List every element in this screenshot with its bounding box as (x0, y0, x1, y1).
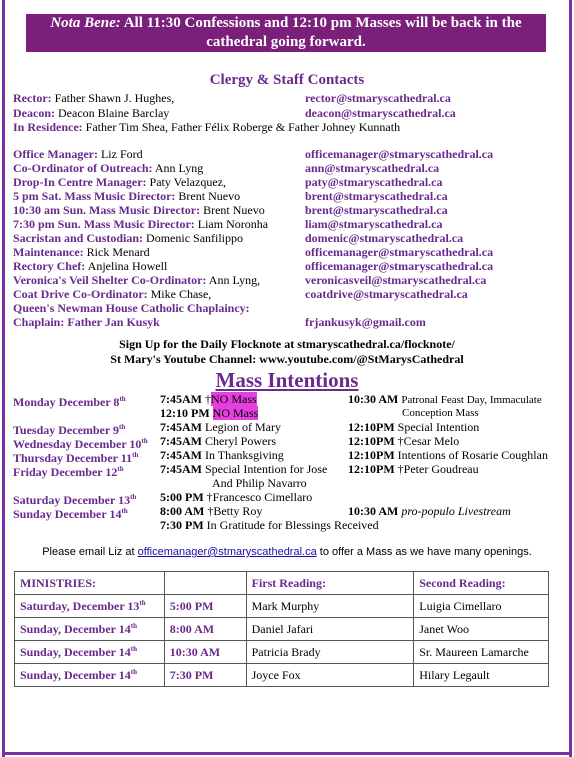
ministry-day (15, 595, 165, 618)
office-manager-email-link[interactable]: officemanager@stmaryscathedral.ca (137, 546, 317, 558)
page-border-bottom (2, 752, 572, 755)
offer-mass-note (0, 546, 574, 558)
mass-slot-a (160, 406, 258, 420)
banner-text: All 11:30 Confessions and 12:10 pm Masses will be back in the cathedral going forward. (123, 15, 522, 50)
mass-day-label: Saturday December 13 (13, 493, 131, 507)
table-row (15, 664, 549, 687)
ministry-time: 10:30 AM (164, 641, 246, 664)
first-reader: Patricia Brady (246, 641, 414, 664)
contact-role: Maintenance: (13, 245, 84, 259)
mass-time: 7:45AM (160, 462, 202, 476)
mass-slot-b (348, 392, 542, 407)
mass-day-suffix: th (121, 507, 128, 515)
mass-intention: pro-populo Livestream (401, 504, 511, 518)
mass-day-suffix: th (130, 493, 137, 501)
contact-row (13, 91, 174, 105)
second-reader: Hilary Legault (414, 664, 549, 687)
contact-email[interactable]: brent@stmaryscathedral.ca (305, 189, 448, 203)
table-row (15, 641, 549, 664)
mass-slot-a (160, 448, 284, 462)
contact-name: Father Tim Shea, Father Félix Roberge & Father Johney Kunnath (85, 120, 401, 134)
contact-name: Ann Lyng (154, 161, 204, 175)
contact-name: Deacon Blaine Barclay (58, 106, 170, 120)
mass-day-label: Wednesday December 10 (13, 437, 142, 451)
mass-time: 5:00 PM (160, 490, 204, 504)
mass-day-suffix: th (117, 465, 124, 473)
contact-name: Mike Chase, (150, 287, 212, 301)
contact-email[interactable]: rector@stmaryscathedral.ca (305, 91, 451, 105)
mass-intention: Intentions of Rosarie Coughlan (397, 448, 548, 462)
contact-role: Coat Drive Co-Ordinator: (13, 287, 148, 301)
mass-time: 7:45AM (160, 392, 202, 406)
mass-slot-a (160, 490, 312, 504)
contact-role: 7:30 pm Sun. Mass Music Director: (13, 217, 195, 231)
mass-intention: †Betty Roy (207, 504, 263, 518)
contact-row (13, 301, 250, 315)
ministry-day-suffix: th (130, 621, 138, 630)
mass-slot-a (160, 462, 327, 476)
contact-role: Sacristan and Custodian: (13, 231, 144, 245)
contact-role: Rector: (13, 91, 52, 105)
flocknote-signup[interactable]: Sign Up for the Daily Flocknote at stmaryscathedral.ca/flocknote/ (119, 337, 455, 351)
mass-intention-continued: Conception Mass (402, 407, 479, 419)
contact-name: Brent Nuevo (203, 203, 265, 217)
mass-intention: In Thanksgiving (205, 448, 284, 462)
mass-intention: † (205, 392, 211, 406)
contact-role: Co-Ordinator of Outreach: (13, 161, 153, 175)
mass-time: 12:10PM (348, 448, 395, 462)
contact-row (13, 231, 243, 245)
nota-bene-banner (26, 14, 546, 52)
contact-name: Brent Nuevo (178, 189, 241, 203)
contact-email[interactable]: brent@stmaryscathedral.ca (305, 203, 448, 217)
ministry-day (15, 618, 165, 641)
mass-time: 12:10PM (348, 420, 395, 434)
contact-row (13, 259, 167, 273)
contact-email[interactable]: officemanager@stmaryscathedral.ca (305, 245, 494, 259)
contact-role: In Residence: (13, 120, 83, 134)
mass-day-suffix: th (132, 451, 139, 459)
mass-intention: Special Intention (397, 420, 480, 434)
mass-slot-a (160, 504, 262, 518)
mass-time: 7:45AM (160, 448, 202, 462)
ministry-day (15, 641, 165, 664)
ministries-header: MINISTRIES: (15, 572, 165, 595)
ministry-day-suffix: th (130, 667, 138, 676)
first-reader: Joyce Fox (246, 664, 414, 687)
contact-role: 5 pm Sat. Mass Music Director: (13, 189, 176, 203)
contact-email[interactable]: paty@stmaryscathedral.ca (305, 175, 443, 189)
contact-email[interactable]: ann@stmaryscathedral.ca (305, 161, 440, 175)
contact-name: Anjelina Howell (87, 259, 168, 273)
mass-time: 10:30 AM (348, 392, 399, 406)
mass-intention: In Gratitude for Blessings Received (206, 518, 379, 532)
mass-intention: †Peter Goudreau (397, 462, 479, 476)
contact-email[interactable]: deacon@stmaryscathedral.ca (305, 106, 456, 120)
mass-intention: Legion of Mary (205, 420, 281, 434)
contact-role: Queen's Newman House Catholic Chaplaincy: (13, 301, 250, 315)
contact-row (13, 287, 211, 301)
mass-time: 12:10PM (348, 462, 395, 476)
mass-day (13, 462, 124, 479)
mass-time: 12:10PM (348, 434, 395, 448)
mass-time: 7:30 PM (160, 518, 204, 532)
mass-intention: Special Intention for Jose (205, 462, 328, 476)
ministries-table (14, 571, 549, 687)
contact-role: Drop-In Centre Manager: (13, 175, 147, 189)
contact-row (13, 315, 160, 329)
contact-email[interactable]: domenic@stmaryscathedral.ca (305, 231, 464, 245)
contact-row (13, 106, 169, 120)
contact-row (13, 245, 150, 259)
mass-day (13, 504, 128, 521)
youtube-channel[interactable]: St Mary's Youtube Channel: www.youtube.com/@StMarysCathedral (110, 352, 464, 366)
ministry-day-suffix: th (139, 598, 146, 607)
contact-name: Paty Velazquez, (149, 175, 226, 189)
contact-name: Liam Noronha (197, 217, 269, 231)
contact-row (13, 120, 400, 134)
mass-day-label: Friday December 12 (13, 465, 118, 479)
mass-intention: Patronal Feast Day, Immaculate (401, 394, 542, 406)
mass-slot-b (348, 434, 459, 448)
contact-email[interactable]: frjankusyk@gmail.com (305, 315, 426, 329)
mass-intention-continued: And Philip Navarro (212, 476, 307, 490)
mass-slot-a (160, 434, 276, 448)
mass-day-label: Sunday December 14 (13, 507, 122, 521)
second-reader: Luigia Cimellaro (414, 595, 549, 618)
mass-time: 8:00 AM (160, 504, 205, 518)
mass-day-label: Monday December 8 (13, 395, 120, 409)
contact-name: Liz Ford (100, 147, 143, 161)
mass-intention: †Francesco Cimellaro (206, 490, 313, 504)
second-reader: Sr. Maureen Lamarche (414, 641, 549, 664)
table-header-row (15, 572, 549, 595)
mass-intention: Cheryl Powers (205, 434, 276, 448)
no-mass-highlight: NO Mass (211, 392, 257, 406)
ministry-day-label: Saturday, December 13 (20, 598, 140, 613)
contact-email[interactable]: officemanager@stmaryscathedral.ca (305, 259, 494, 273)
contact-row (13, 217, 268, 231)
ministry-day (15, 664, 165, 687)
mass-slot-b (348, 504, 511, 518)
ministry-time: 7:30 PM (164, 664, 246, 687)
first-reader: Mark Murphy (246, 595, 414, 618)
first-reader: Daniel Jafari (246, 618, 414, 641)
contacts-heading: Clergy & Staff Contacts (209, 72, 365, 88)
contact-row (13, 273, 260, 287)
mass-time: 12:10 PM (160, 406, 210, 420)
mass-day-suffix: th (119, 395, 126, 403)
table-row (15, 595, 549, 618)
contact-row (13, 147, 143, 161)
mass-day-label: Tuesday December 9 (13, 423, 119, 437)
contact-name: Domenic Sanfilippo (146, 231, 244, 245)
contact-name: Father Shawn J. Hughes, (54, 91, 175, 105)
contact-role: 10:30 am Sun. Mass Music Director: (13, 203, 201, 217)
mass-intentions-heading: Mass Intentions (215, 368, 359, 392)
contact-row (13, 189, 240, 203)
contact-name: Rick Menard (86, 245, 150, 259)
mass-day-suffix: th (141, 437, 148, 445)
contact-row (13, 175, 226, 189)
contact-name: Ann Lyng, (208, 273, 261, 287)
contact-email[interactable]: veronicasveil@stmaryscathedral.ca (305, 273, 487, 287)
mass-day (13, 392, 126, 409)
ministry-day-label: Sunday, December 14 (20, 644, 131, 659)
contact-row (13, 161, 203, 175)
ministry-day-suffix: th (130, 644, 138, 653)
first-reading-header: First Reading: (246, 572, 414, 595)
mass-time: 10:30 AM (348, 504, 399, 518)
mass-day-suffix: th (119, 423, 126, 431)
mass-slot-a (160, 518, 379, 532)
contact-role: Office Manager: (13, 147, 98, 161)
second-reading-header: Second Reading: (414, 572, 549, 595)
ministry-day-label: Sunday, December 14 (20, 667, 131, 682)
time-header (164, 572, 246, 595)
ministry-time: 5:00 PM (164, 595, 246, 618)
mass-slot-b (348, 448, 548, 462)
mass-slot-b (348, 462, 479, 476)
mass-slot-a (160, 392, 257, 406)
contact-role: Veronica's Veil Shelter Co-Ordinator: (13, 273, 207, 287)
ministry-time: 8:00 AM (164, 618, 246, 641)
mass-day-label: Thursday December 11 (13, 451, 133, 465)
mass-time: 7:45AM (160, 434, 202, 448)
banner-lead: Nota Bene: (50, 15, 121, 31)
mass-time: 7:45AM (160, 420, 202, 434)
no-mass-highlight: NO Mass (212, 406, 259, 420)
table-row (15, 618, 549, 641)
contact-email[interactable]: officemanager@stmaryscathedral.ca (305, 147, 494, 161)
ministry-day-label: Sunday, December 14 (20, 621, 131, 636)
note-text: to offer a Mass as we have many openings. (319, 546, 532, 558)
contact-role: Chaplain: (13, 315, 65, 329)
contact-role: Rectory Chef: (13, 259, 86, 273)
contact-email[interactable]: liam@stmaryscathedral.ca (305, 217, 443, 231)
mass-slot-a (160, 420, 281, 434)
second-reader: Janet Woo (414, 618, 549, 641)
contact-row (13, 203, 265, 217)
contact-role: Deacon: (13, 106, 55, 120)
mass-slot-b (348, 420, 479, 434)
mass-intention: †Cesar Melo (397, 434, 460, 448)
contact-name: Father Jan Kusyk (67, 315, 160, 329)
note-text: Please email Liz at (42, 546, 135, 558)
contact-email[interactable]: coatdrive@stmaryscathedral.ca (305, 287, 468, 301)
